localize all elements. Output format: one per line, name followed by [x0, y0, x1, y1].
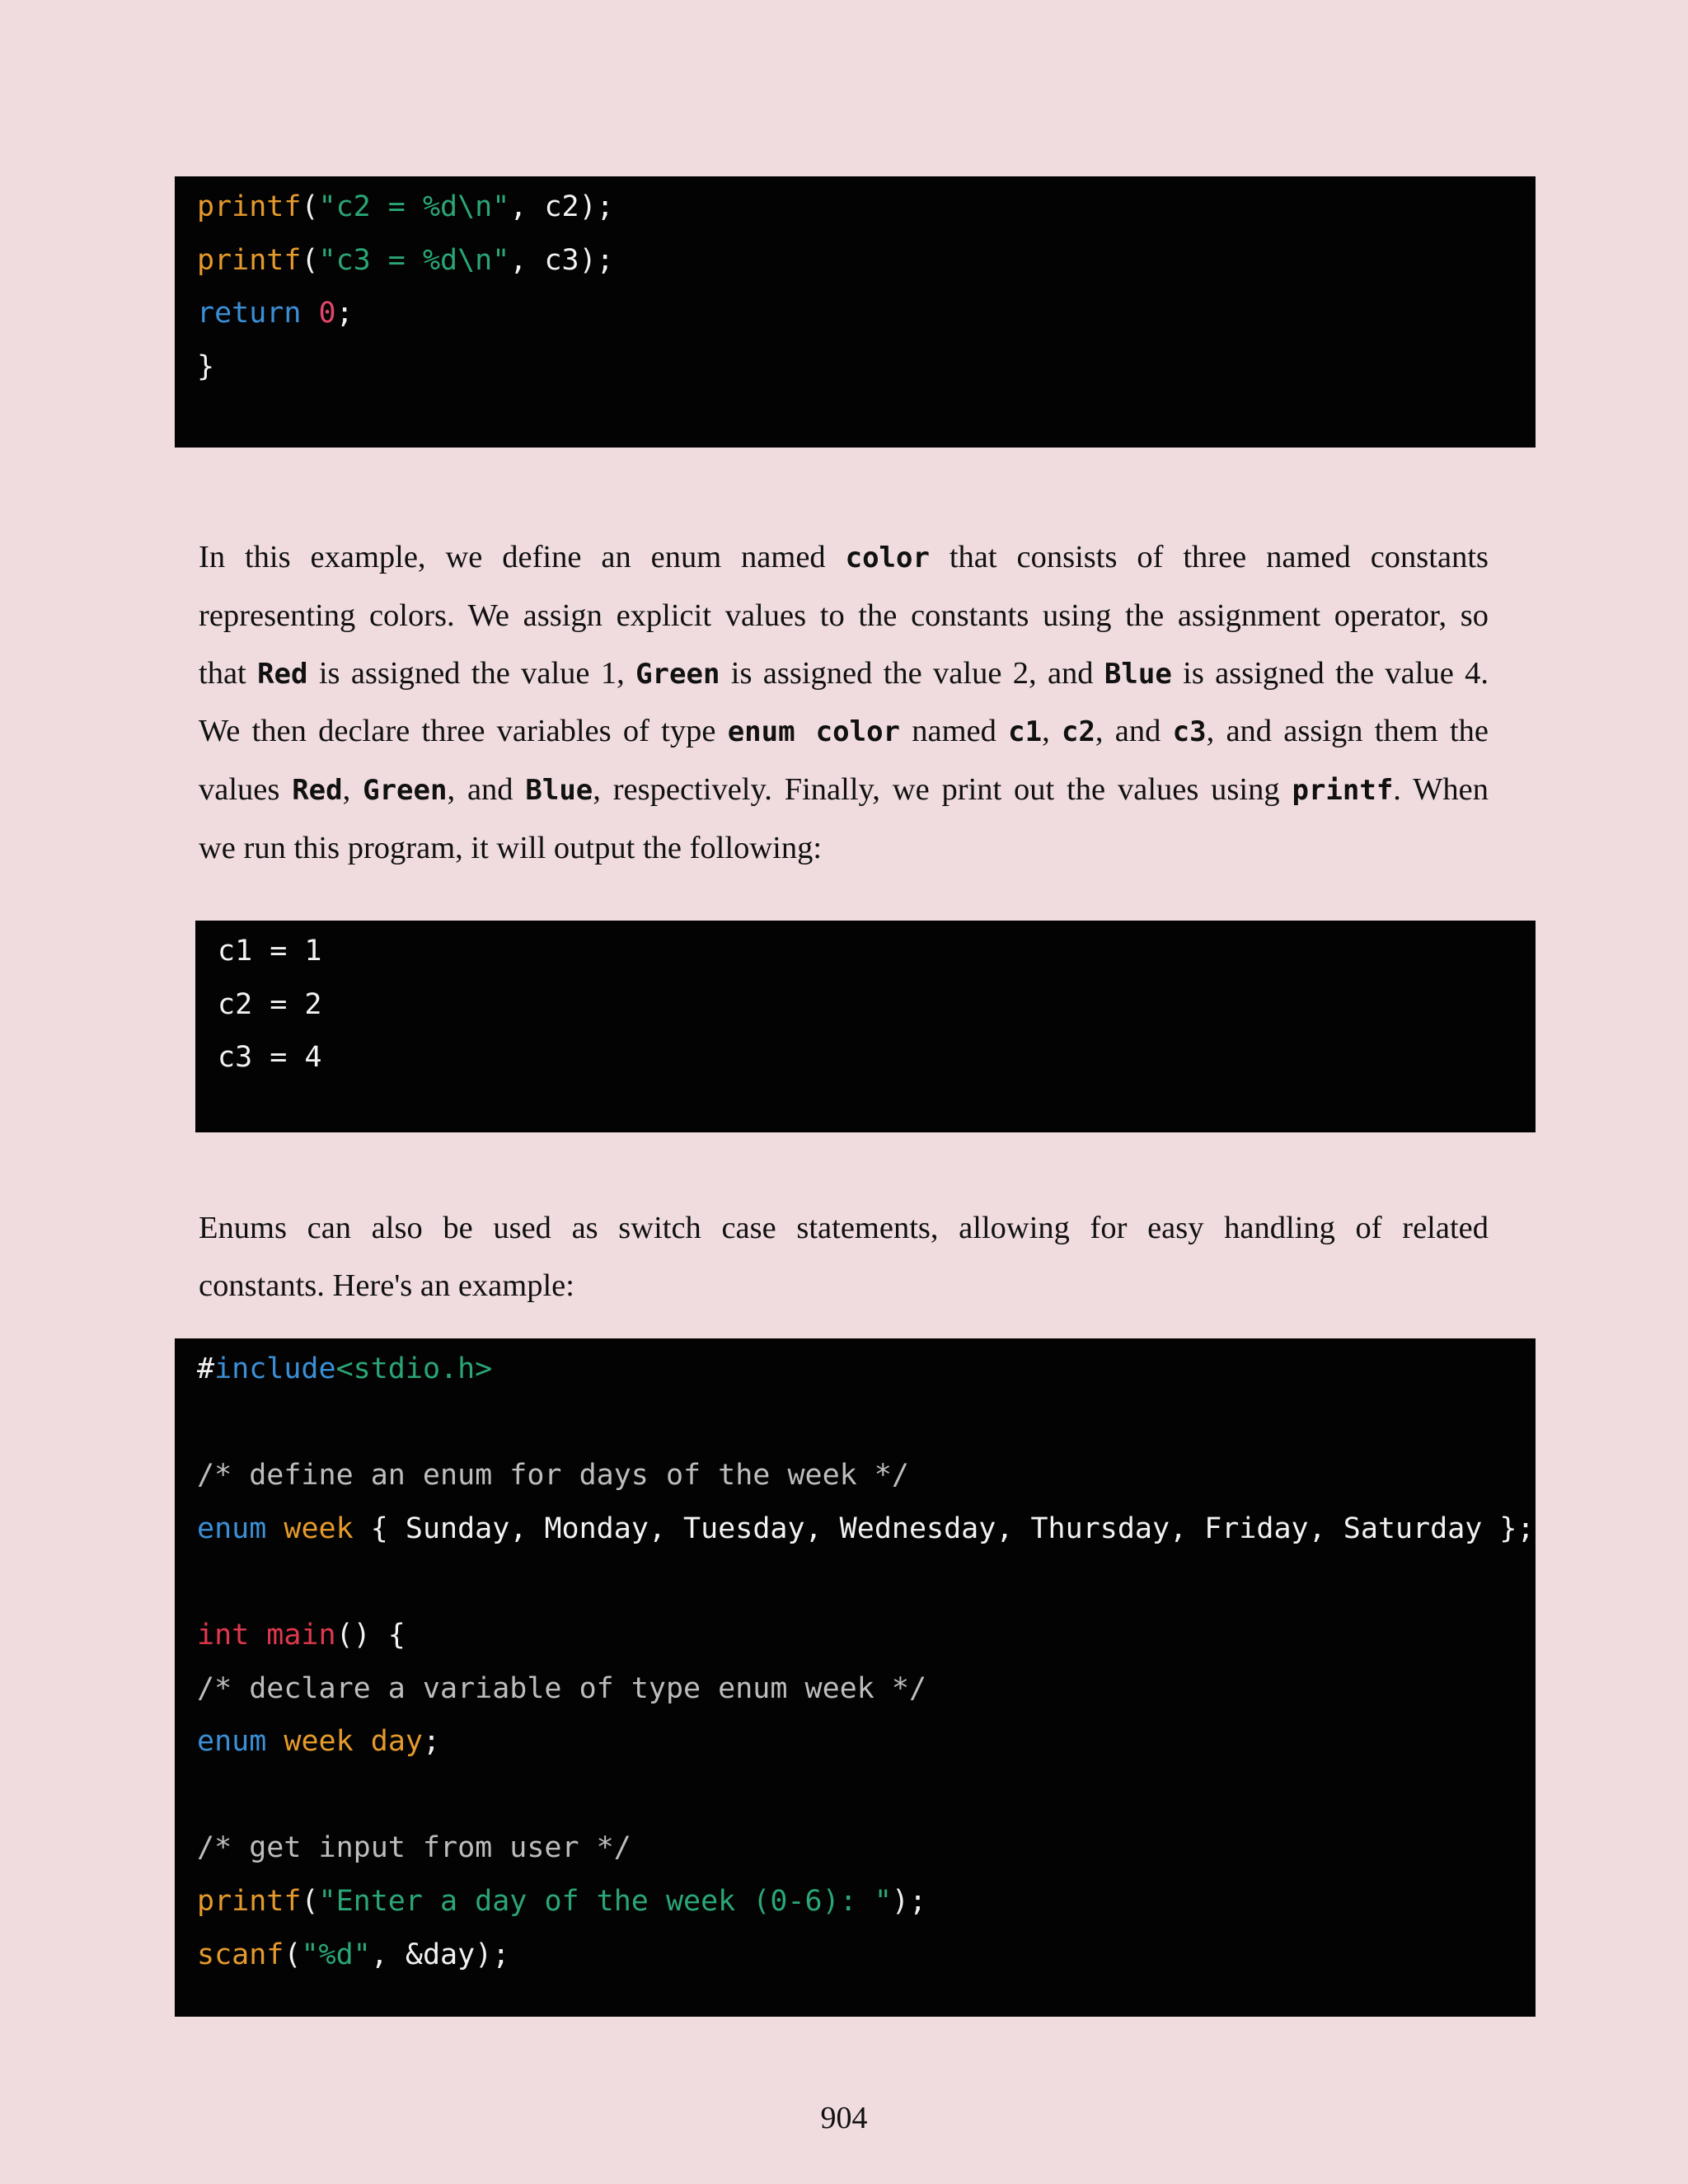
- page-number: 904: [820, 2101, 868, 2135]
- code-block-enum-switch: [175, 1338, 1536, 2017]
- code-line: enum week day;: [197, 1725, 441, 1759]
- code-line: #include<stdio.h>: [197, 1352, 493, 1385]
- code-line: enum week { Sunday, Monday, Tuesday, Wednesday, Thursday, Friday, Saturday };: [197, 1511, 1535, 1545]
- output-line: c2 = 2: [218, 987, 322, 1021]
- code-line-blank: [197, 1396, 1535, 1450]
- code-comment: /* declare a variable of type enum week */: [197, 1671, 927, 1705]
- code-block-printf: [175, 176, 1536, 448]
- code-comment: /* define an enum for days of the week */: [197, 1459, 909, 1493]
- code-line: printf("c2 = %d\n", c2);: [197, 190, 614, 223]
- output-line: c1 = 1: [218, 935, 322, 968]
- code-line: }: [197, 349, 215, 383]
- code-line: int main() {: [197, 1618, 406, 1652]
- output-line: c3 = 4: [218, 1041, 322, 1075]
- program-output-block: [195, 921, 1536, 1132]
- intro-paragraph: Enums can also be used as switch case statements, allowing for easy handling of related constants. Here's an example:: [199, 1211, 1489, 1303]
- code-line: scanf("%d", &day);: [197, 1938, 510, 1971]
- code-line-blank: [197, 1769, 1535, 1822]
- code-line: printf("Enter a day of the week (0-6): ");: [197, 1884, 927, 1918]
- code-line: return 0;: [197, 297, 354, 330]
- explanation-paragraph: In this example, we define an enum named color that consists of three named constants representing colors. We assign explicit values to the constants using the assignment operator, so that Red is assigned the value 1, Green is assigned the value 2, and Blue is assigned the value 4. We then declare three variables of type enum color named c1, c2, and c3, and assign them the values Red, Green, and Blue, respectively. Finally, we print out the values using printf. When we run this program, it will output the following:: [199, 540, 1489, 865]
- code-line-blank: [197, 1555, 1535, 1609]
- code-line: printf("c3 = %d\n", c3);: [197, 243, 614, 277]
- code-comment: /* get input from user */: [197, 1831, 631, 1865]
